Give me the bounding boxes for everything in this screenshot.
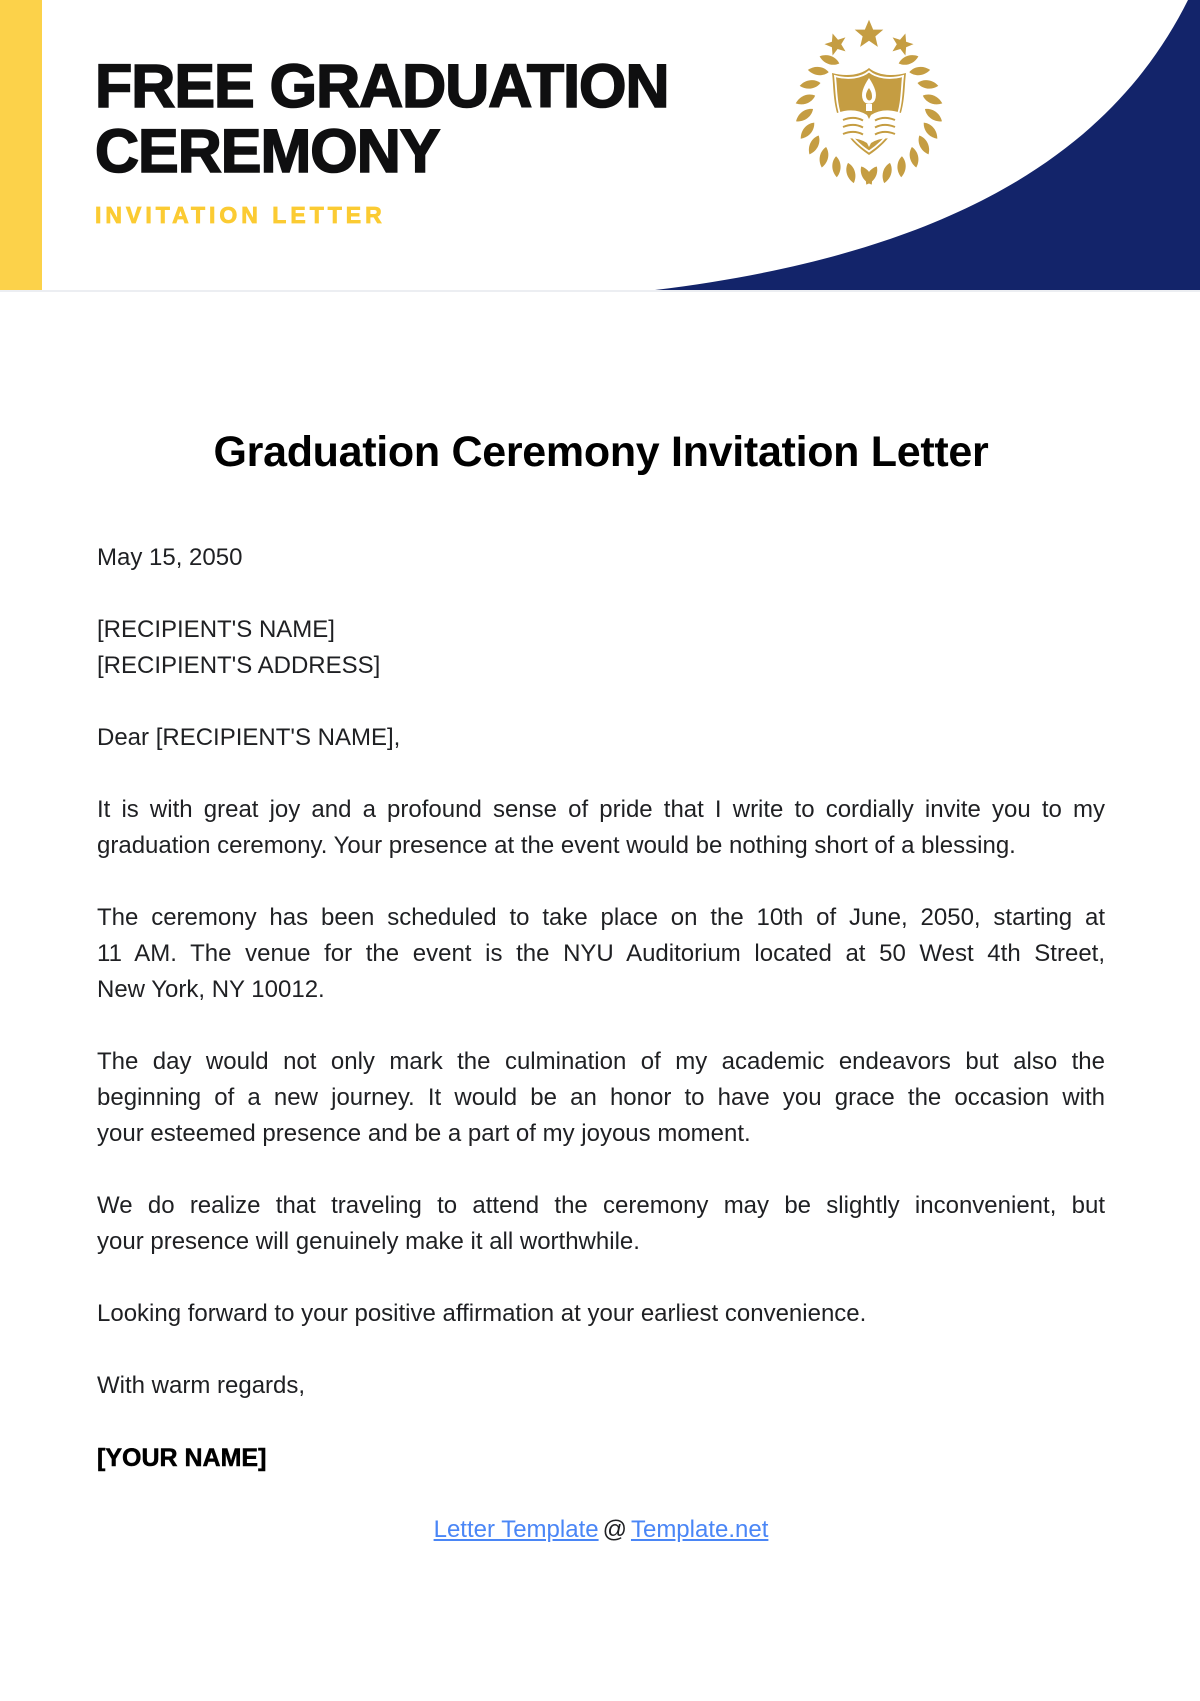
paragraph [97,1044,1105,1152]
paragraph [97,1188,1105,1260]
page-title-line1: FREE GRADUATION [95,52,669,120]
salutation: Dear [RECIPIENT'S NAME], [97,724,401,751]
recipient-name-placeholder: [RECIPIENT'S NAME] [97,616,335,643]
signature-name-placeholder: [YOUR NAME] [97,1444,267,1472]
paragraph-line: We do realize that traveling to attend the ceremony may be slightly inconvenient, but [97,1192,1105,1219]
paragraph-line: Looking forward to your positive affirmation at your earliest convenience. [97,1300,867,1327]
paragraph-line: New York, NY 10012. [97,976,325,1003]
paragraph-line: 11 AM. The venue for the event is the NYU Auditorium located at 50 West 4th Street, [97,940,1105,967]
paragraph-line: your presence will genuinely make it all worthwhile. [97,1228,640,1255]
paragraph-line: your esteemed presence and be a part of my joyous moment. [97,1120,751,1147]
graduation-crest-icon [790,12,948,188]
paragraph-line: graduation ceremony. Your presence at the event would be nothing short of a blessing. [97,832,1016,859]
paragraph-line: The ceremony has been scheduled to take place on the 10th of June, 2050, starting at [97,904,1105,931]
header-titles [95,54,745,230]
header-banner [0,0,1200,292]
letter-date: May 15, 2050 [97,544,243,571]
paragraph-line: beginning of a new journey. It would be an honor to have you grace the occasion with [97,1084,1105,1111]
paragraph [97,900,1105,1008]
page-subtitle: INVITATION LETTER [95,202,386,228]
letter-template-link[interactable]: Letter Template [433,1516,599,1543]
closing: With warm regards, [97,1372,306,1399]
yellow-stripe-decoration [0,0,42,290]
paragraph [97,1296,1105,1332]
letter-body [0,292,1200,1548]
recipient-address-placeholder: [RECIPIENT'S ADDRESS] [97,652,381,679]
at-separator: @ [602,1516,627,1543]
template-net-link[interactable]: Template.net [630,1516,769,1543]
page-title [95,54,745,184]
page-title-line2: CEREMONY [95,117,440,185]
paragraph-line: The day would not only mark the culmination of my academic endeavors but also the [97,1048,1105,1075]
paragraph-line: It is with great joy and a profound sense of pride that I write to cordially invite you to my [97,796,1105,823]
paragraph [97,792,1105,864]
letter-heading: Graduation Ceremony Invitation Letter [213,428,989,476]
recipient-block [97,612,1105,684]
footer-credit [97,1512,1105,1548]
